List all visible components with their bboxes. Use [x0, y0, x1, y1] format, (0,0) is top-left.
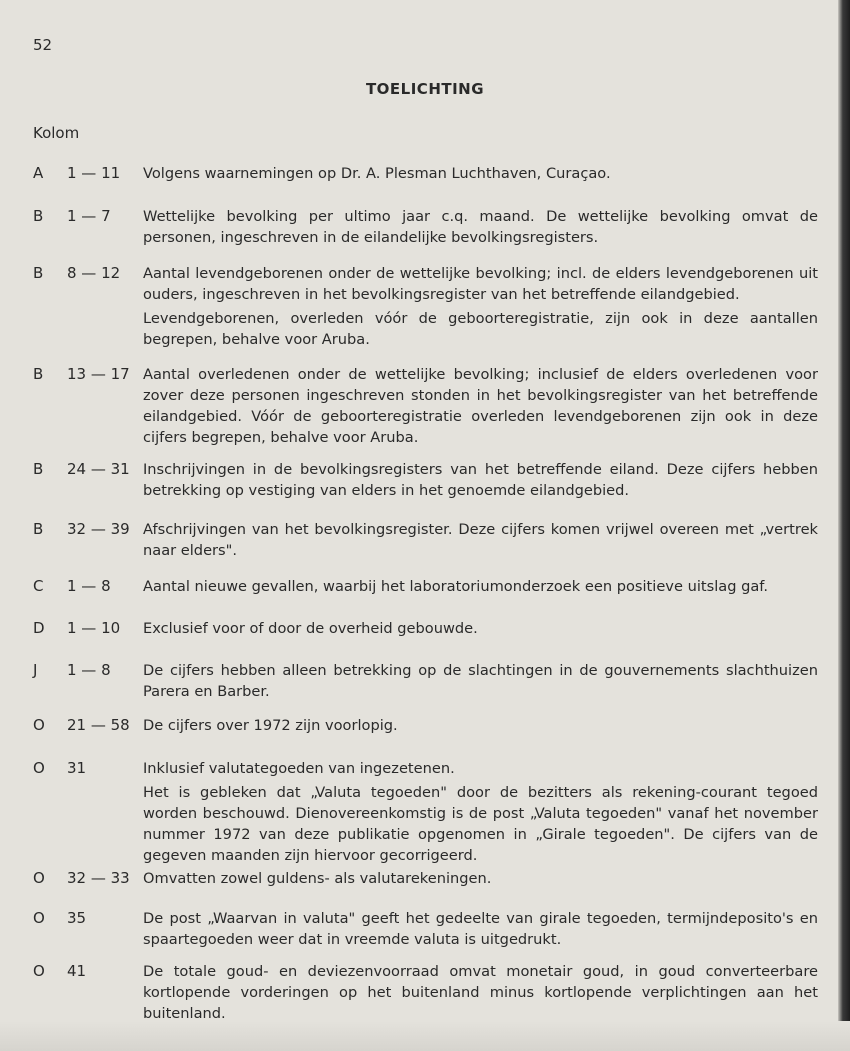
column-range: 1 — 7 — [67, 207, 111, 225]
note-text — [143, 961, 818, 1024]
note-entry — [33, 364, 818, 448]
note-paragraph: De post „Waarvan in valuta" geeft het gedeelte van girale tegoeden, termijndeposito's en spaartegoeden weer dat in vreemde valuta is uitgedrukt. — [143, 910, 818, 948]
page-title: TOELICHTING — [365, 80, 485, 98]
note-entry — [33, 206, 818, 248]
column-reference — [33, 163, 133, 184]
column-reference — [33, 660, 133, 681]
column-range: 21 — 58 — [67, 716, 130, 734]
column-range: 24 — 31 — [67, 460, 130, 478]
page-bottom-shade — [0, 1021, 850, 1051]
table-letter: O — [33, 909, 45, 927]
table-letter: C — [33, 577, 44, 595]
note-paragraph: Omvatten zowel guldens- als valutarekeningen. — [143, 870, 492, 887]
note-entry — [33, 758, 818, 866]
note-paragraph: De cijfers over 1972 zijn voorlopig. — [143, 717, 398, 734]
note-entry — [33, 263, 818, 350]
note-paragraph: Volgens waarnemingen op Dr. A. Plesman Luchthaven, Curaçao. — [143, 165, 611, 182]
note-text — [143, 758, 818, 866]
note-text — [143, 364, 818, 448]
column-header: Kolom — [33, 124, 80, 142]
table-letter: B — [33, 264, 44, 282]
table-letter: O — [33, 869, 45, 887]
column-reference — [33, 576, 133, 597]
note-entry — [33, 519, 818, 561]
table-letter: B — [33, 520, 44, 538]
note-entry — [33, 868, 818, 889]
note-text — [143, 576, 818, 597]
note-entry — [33, 715, 818, 736]
column-reference — [33, 263, 133, 284]
note-paragraph: Inklusief valutategoeden van ingezetenen. — [143, 760, 455, 777]
note-paragraph: Afschrijvingen van het bevolkingsregister. Deze cijfers komen vrijwel overeen met „vertrek naar elders". — [143, 521, 818, 559]
note-paragraph: Het is gebleken dat „Valuta tegoeden" door de bezitters als rekening-courant tegoed worden beschouwd. Dienovereenkomstig is de post „Valuta tegoeden" vanaf het november nummer 1972 van deze publikatie opgenomen in „Girale tegoeden". De cijfers van de gegeven maanden zijn hiervoor gecorrigeerd. — [143, 784, 818, 864]
table-letter: O — [33, 716, 45, 734]
column-reference — [33, 618, 133, 639]
note-entry — [33, 576, 818, 597]
note-paragraph: Aantal levendgeborenen onder de wettelijke bevolking; incl. de elders levendgeborenen uit ouders, ingeschreven in het bevolkingsregister van het betreffende eilandgebied. — [143, 265, 818, 303]
table-letter: B — [33, 460, 44, 478]
column-reference — [33, 519, 133, 540]
note-paragraph: Exclusief voor of door de overheid gebouwde. — [143, 620, 478, 637]
column-range: 8 — 12 — [67, 264, 121, 282]
table-letter: A — [33, 164, 44, 182]
column-range: 32 — 39 — [67, 520, 130, 538]
column-reference — [33, 715, 133, 736]
column-range: 32 — 33 — [67, 869, 130, 887]
column-range: 1 — 8 — [67, 577, 111, 595]
column-reference — [33, 758, 133, 779]
column-range: 1 — 11 — [67, 164, 121, 182]
note-entry — [33, 618, 818, 639]
note-paragraph: De cijfers hebben alleen betrekking op de slachtingen in de gouvernements slachthuizen Parera en Barber. — [143, 662, 818, 700]
column-range: 35 — [67, 909, 87, 927]
note-entry — [33, 660, 818, 702]
note-text — [143, 519, 818, 561]
page-number: 52 — [33, 36, 53, 54]
page-edge-shadow — [838, 0, 850, 1051]
table-letter: D — [33, 619, 45, 637]
note-paragraph: Levendgeborenen, overleden vóór de geboorteregistratie, zijn ook in deze aantallen begrepen, behalve voor Aruba. — [143, 310, 818, 348]
table-letter: O — [33, 962, 45, 980]
note-text — [143, 263, 818, 350]
note-paragraph: Aantal nieuwe gevallen, waarbij het laboratoriumonderzoek een positieve uitslag gaf. — [143, 578, 769, 595]
note-paragraph: Aantal overledenen onder de wettelijke bevolking; inclusief de elders overledenen voor zover deze personen ingeschreven stonden in het bevolkingsregister van het betreffende eilandgebied. Vóór de geboorteregistratie overleden levendgeborenen zijn ook in deze cijfers begrepen, behalve voor Aruba. — [143, 366, 818, 446]
note-entry — [33, 908, 818, 950]
note-paragraph: De totale goud- en deviezenvoorraad omvat monetair goud, in goud converteerbare kortlopende vorderingen op het buitenland minus kortlopende verplichtingen aan het buitenland. — [143, 963, 818, 1022]
table-letter: J — [33, 661, 38, 679]
column-reference — [33, 961, 133, 982]
note-text — [143, 459, 818, 501]
column-reference — [33, 868, 133, 889]
table-letter: B — [33, 365, 44, 383]
column-range: 13 — 17 — [67, 365, 130, 383]
column-reference — [33, 459, 133, 480]
column-range: 41 — [67, 962, 87, 980]
note-text — [143, 908, 818, 950]
note-text — [143, 163, 818, 184]
note-text — [143, 868, 818, 889]
column-reference — [33, 364, 133, 385]
column-reference — [33, 908, 133, 929]
table-letter: O — [33, 759, 45, 777]
note-text — [143, 660, 818, 702]
note-entry — [33, 163, 818, 184]
note-paragraph: Inschrijvingen in de bevolkingsregisters van het betreffende eiland. Deze cijfers hebben betrekking op vestiging van elders in het genoemde eilandgebied. — [143, 461, 818, 499]
note-entry — [33, 961, 818, 1024]
note-paragraph: Wettelijke bevolking per ultimo jaar c.q. maand. De wettelijke bevolking omvat de personen, ingeschreven in de eilandelijke bevolkingsregisters. — [143, 208, 818, 246]
column-reference — [33, 206, 133, 227]
column-range: 1 — 10 — [67, 619, 121, 637]
note-text — [143, 206, 818, 248]
table-letter: B — [33, 207, 44, 225]
note-entry — [33, 459, 818, 501]
note-text — [143, 715, 818, 736]
column-range: 31 — [67, 759, 87, 777]
note-text — [143, 618, 818, 639]
column-range: 1 — 8 — [67, 661, 111, 679]
